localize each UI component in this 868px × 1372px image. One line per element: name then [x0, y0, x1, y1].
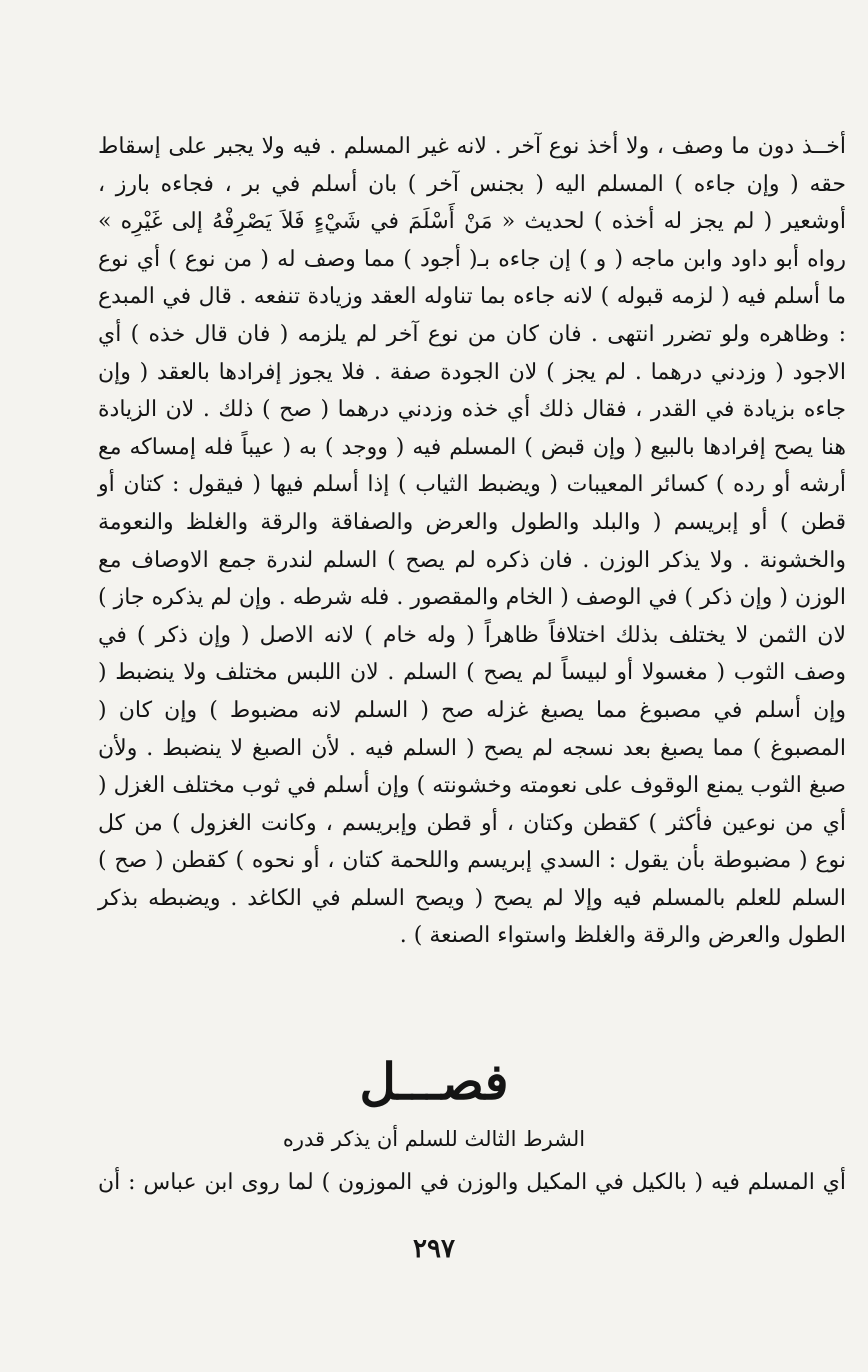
section-subheading: الشرط الثالث للسلم أن يذكر قدره — [282, 1127, 586, 1151]
page-number: ٢٩٧ — [413, 1234, 455, 1264]
section-first-line: أي المسلم فيه ( بالكيل في المكيل والوزن في الموزون ) لما روى ابن عباس : أن — [98, 1170, 846, 1195]
main-paragraph: أخــذ دون ما وصف ، ولا أخذ نوع آخر . لانه غير المسلم . فيه ولا يجبر على إسقاط حقه ( وإن جاءه ) المسلم اليه ( بجنس آخر ) بان أسلم في بر ، فجاءه بارز ، أوشعير ( لم يجز له أخذه ) لحديث « مَنْ أَسْلَمَ في شَيْءٍ فَلاَ يَصْرِفْهُ إلى غَيْرِه » رواه أبو داود وابن ماجه ( و ) إن جاءه بـ( أجود ) مما وصف له ( من نوع ) أي نوع ما أسلم فيه ( لزمه قبوله ) لانه جاءه بما تناوله العقد وزيادة تنفعه . قال في المبدع : وظاهره ولو تضرر انتهى . فان كان من نوع آخر لم يلزمه ( فان قال خذه ) أي الاجود ( وزدني درهما . لم يجز ) لان الجودة صفة . فلا يجوز إفرادها بالعقد ( وإن جاءه بزيادة في القدر ، فقال ذلك أي خذه وزدني درهما ( صح ) ذلك . لان الزيادة هنا يصح إفرادها بالبيع ( وإن قبض ) المسلم فيه ( ووجد ) به ( عيباً فله إمساكه مع أرشه أو رده ) كسائر المعيبات ( ويضبط الثياب ) إذا أسلم فيها ( فيقول : كتان أو قطن ) أو إبريسم ( والبلد والطول والعرض والصفاقة والرقة والغلظ والنعومة والخشونة . ولا يذكر الوزن . فان ذكره لم يصح ) السلم لندرة جمع الاوصاف مع الوزن ( وإن ذكر ) في الوصف ( الخام والمقصور . فله شرطه . وإن لم يذكره جاز ) لان الثمن لا يختلف بذلك اختلافاً ظاهراً ( وله خام ) لانه الاصل ( وإن ذكر ) في وصف الثوب ( مغسولا أو لبيساً لم يصح ) السلم . لان اللبس مختلف ولا ينضبط ( وإن أسلم في مصبوغ مما يصبغ غزله صح ( السلم لانه مضبوط ) وإن كان ( المصبوغ ) مما يصبغ بعد نسجه لم يصح ( السلم فيه . لأن الصبغ لا ينضبط . ولأن صبغ الثوب يمنع الوقوف على نعومته وخشونته ) وإن أسلم في ثوب مختلف الغزل ( أي من نوعين فأكثر ) كقطن وكتان ، أو قطن وإبريسم ، وكانت الغزول ) من كل نوع ( مضبوطة بأن يقول : السدي إبريسم واللحمة كتان ، أو نحوه ) كقطن ( صح ) السلم للعلم بالمسلم فيه وإلا لم يصح ( ويصح السلم في الكاغد . ويضبطه بذكر الطول والعرض والرقة والغلظ واستواء الصنعة ) . — [98, 134, 846, 949]
section-heading: فصـــل — [359, 1052, 509, 1111]
